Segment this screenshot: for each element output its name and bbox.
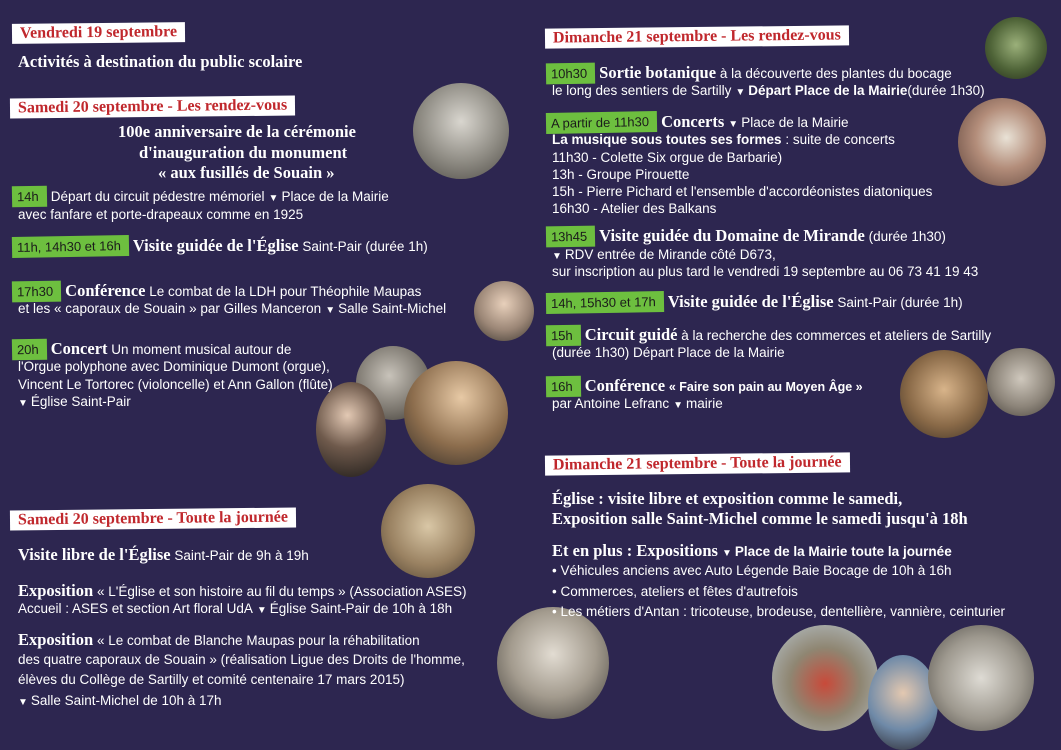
concert-item-3: 15h - Pierre Pichard et l'ensemble d'accordéonistes diatoniques	[552, 184, 933, 199]
concert-item-1: 11h30 - Colette Six orgue de Barbarie)	[552, 150, 783, 165]
event-text: « Faire son pain au Moyen Âge »	[668, 380, 863, 394]
event-title: Conférence	[584, 376, 666, 395]
arrow-icon: ▼	[552, 251, 562, 262]
event-mirande-line3: sur inscription au plus tard le vendredi 19 septembre au 06 73 41 19 43	[552, 264, 979, 279]
anniversary-line-1: 100e anniversaire de la cérémonie	[118, 122, 356, 141]
event-church-visit	[12, 236, 428, 257]
saturday-expo-2	[18, 630, 420, 650]
saturday-rdv-banner: Samedi 20 septembre - Les rendez-vous	[10, 96, 295, 119]
event-text: « Le combat de Blanche Maupas pour la réhabilitation	[96, 633, 420, 648]
event-title: Visite guidée de l'Église	[667, 292, 834, 311]
event-duration: (durée 1h30)	[868, 229, 946, 244]
event-place: Salle Saint-Michel de 10h à 17h	[30, 693, 222, 708]
event-mirande	[546, 226, 946, 247]
time-tag: A partir de 11h30	[546, 111, 657, 134]
time-tag: 20h	[12, 339, 47, 361]
event-title: Concert	[50, 339, 108, 358]
concert-photo	[958, 98, 1046, 186]
botany-photo	[985, 17, 1047, 79]
event-botanique-line2	[552, 81, 985, 102]
arrow-icon: ▼	[721, 548, 732, 559]
event-circuit-line2: (durée 1h30) Départ Place de la Mairie	[552, 345, 785, 360]
event-title: Visite guidée de l'Église	[132, 236, 299, 255]
arrow-icon: ▼	[268, 193, 279, 204]
arrow-icon: ▼	[325, 305, 336, 316]
event-title: Circuit guidé	[584, 325, 678, 344]
time-tag: 14h, 15h30 et 17h	[546, 291, 664, 314]
bread-photo	[900, 350, 988, 438]
event-text: Départ du circuit pédestre mémoriel	[50, 189, 265, 204]
saturday-free-visit	[18, 545, 309, 565]
event-text: Le combat de la LDH pour Théophile Maupas	[149, 284, 422, 299]
event-text: par Antoine Lefranc	[552, 396, 670, 411]
cellist-photo	[316, 382, 386, 477]
event-title: Visite guidée du Domaine de Mirande	[599, 226, 865, 245]
old-street-photo	[928, 625, 1034, 731]
friday-text: Activités à destination du public scolaire	[18, 52, 303, 71]
event-title: Sortie botanique	[599, 63, 717, 82]
sunday-day-banner: Dimanche 21 septembre - Toute la journée	[545, 452, 850, 475]
time-tag: 15h	[546, 325, 581, 347]
event-text: « L'Église et son histoire au fil du temps » (Association ASES)	[96, 584, 467, 599]
time-tag: 13h45	[546, 226, 596, 248]
event-detail: Saint-Pair de 9h à 19h	[174, 548, 309, 563]
event-title: Concerts	[661, 112, 725, 131]
saturday-expo-1-line2	[18, 599, 452, 620]
event-place: Départ Place de la Mairie	[748, 83, 908, 98]
event-duration: (durée 1h30)	[907, 83, 985, 98]
saturday-expo-2-place	[18, 691, 222, 712]
expo-bullet-1: • Véhicules anciens avec Auto Légende Baie Bocage de 10h à 16h	[552, 563, 952, 578]
time-tag: 10h30	[546, 63, 596, 85]
event-place: Place de la Mairie	[281, 189, 389, 204]
saturday-expo-2-line3: élèves du Collège de Sartilly et comité centenaire 17 mars 2015)	[18, 672, 405, 687]
event-conference-bread-line2	[552, 394, 723, 415]
monument-photo	[413, 83, 509, 179]
time-tag: 11h, 14h30 et 16h	[12, 235, 129, 258]
event-concert-line3: Vincent Le Tortorec (violoncelle) et Ann Gallon (flûte)	[18, 377, 333, 392]
arrow-icon: ▼	[735, 87, 746, 98]
event-detail: Saint-Pair (durée 1h)	[302, 239, 428, 254]
time-tag: 16h	[546, 376, 581, 398]
arrow-icon: ▼	[18, 398, 28, 409]
sunday-line-1: Église : visite libre et exposition comme le samedi,	[552, 489, 903, 508]
event-text: Accueil : ASES et section Art floral UdA	[18, 601, 253, 616]
event-title: Exposition	[18, 630, 94, 649]
anniversary-line-2: d'inauguration du monument	[139, 143, 348, 162]
event-text: RDV entrée de Mirande côté D673,	[564, 247, 776, 262]
blanche-maupas-photo	[497, 607, 609, 719]
knitter-photo	[868, 655, 938, 750]
friday-banner: Vendredi 19 septembre	[12, 22, 185, 44]
event-place: Place de la Mairie	[741, 115, 849, 130]
event-concert-place	[18, 392, 131, 413]
event-detail: Saint-Pair (durée 1h)	[837, 295, 963, 310]
church-interior-photo	[381, 484, 475, 578]
event-place: Église Saint-Pair de 10h à 18h	[269, 601, 453, 616]
shop-photo	[987, 348, 1055, 416]
organist-photo	[404, 361, 508, 465]
event-text: le long des sentiers de Sartilly	[552, 83, 732, 98]
saturday-day-banner: Samedi 20 septembre - Toute la journée	[10, 508, 296, 531]
arrow-icon: ▼	[673, 400, 683, 411]
event-text: et les « caporaux de Souain » par Gilles Manceron	[18, 301, 322, 316]
subtitle: La musique sous toutes ses formes	[552, 132, 782, 147]
event-text: à la recherche des commerces et ateliers de Sartilly	[681, 328, 992, 343]
event-title: Conférence	[65, 281, 146, 300]
speaker-photo	[474, 281, 534, 341]
arrow-icon: ▼	[256, 605, 267, 616]
event-text: Un moment musical autour de	[111, 342, 292, 357]
event-conference-line2	[18, 299, 446, 320]
concerts-subtitle	[552, 130, 895, 149]
event-concert-line2: l'Orgue polyphone avec Dominique Dumont (orgue),	[18, 359, 330, 374]
sunday-expositions	[552, 541, 952, 563]
vintage-cars-photo	[772, 625, 878, 731]
expo-bullet-2: • Commerces, ateliers et fêtes d'autrefois	[552, 584, 798, 599]
sunday-line-2: Exposition salle Saint-Michel comme le samedi jusqu'à 18h	[552, 509, 968, 528]
arrow-icon: ▼	[18, 697, 28, 708]
saturday-expo-1	[18, 581, 467, 601]
event-title: Visite libre de l'Église	[18, 545, 171, 564]
anniversary-line-3: « aux fusillés de Souain »	[158, 163, 335, 182]
event-title: Exposition	[18, 581, 94, 600]
event-14h-line2: avec fanfare et porte-drapeaux comme en 1925	[18, 207, 304, 222]
event-text: à la découverte des plantes du bocage	[719, 66, 952, 81]
expo-bullet-3: • Les métiers d'Antan : tricoteuse, brodeuse, dentellière, vannière, ceinturier	[552, 604, 1006, 619]
time-tag: 14h	[12, 186, 47, 208]
subtitle-rest: : suite de concerts	[785, 132, 895, 147]
event-place: Salle Saint-Michel	[338, 301, 447, 316]
concert-item-4: 16h30 - Atelier des Balkans	[552, 201, 717, 216]
event-place: Église Saint-Pair	[30, 394, 131, 409]
saturday-expo-2-line2: des quatre caporaux de Souain » (réalisation Ligue des Droits de l'homme,	[18, 652, 465, 667]
sunday-rdv-banner: Dimanche 21 septembre - Les rendez-vous	[545, 25, 849, 48]
time-tag: 17h30	[12, 281, 62, 303]
event-place: mairie	[686, 396, 723, 411]
concert-item-2: 13h - Groupe Pirouette	[552, 167, 690, 182]
arrow-icon: ▼	[728, 119, 739, 130]
event-place: Place de la Mairie toute la journée	[734, 544, 952, 559]
event-title: Et en plus : Expositions	[552, 541, 718, 560]
event-church-guided	[546, 292, 963, 313]
